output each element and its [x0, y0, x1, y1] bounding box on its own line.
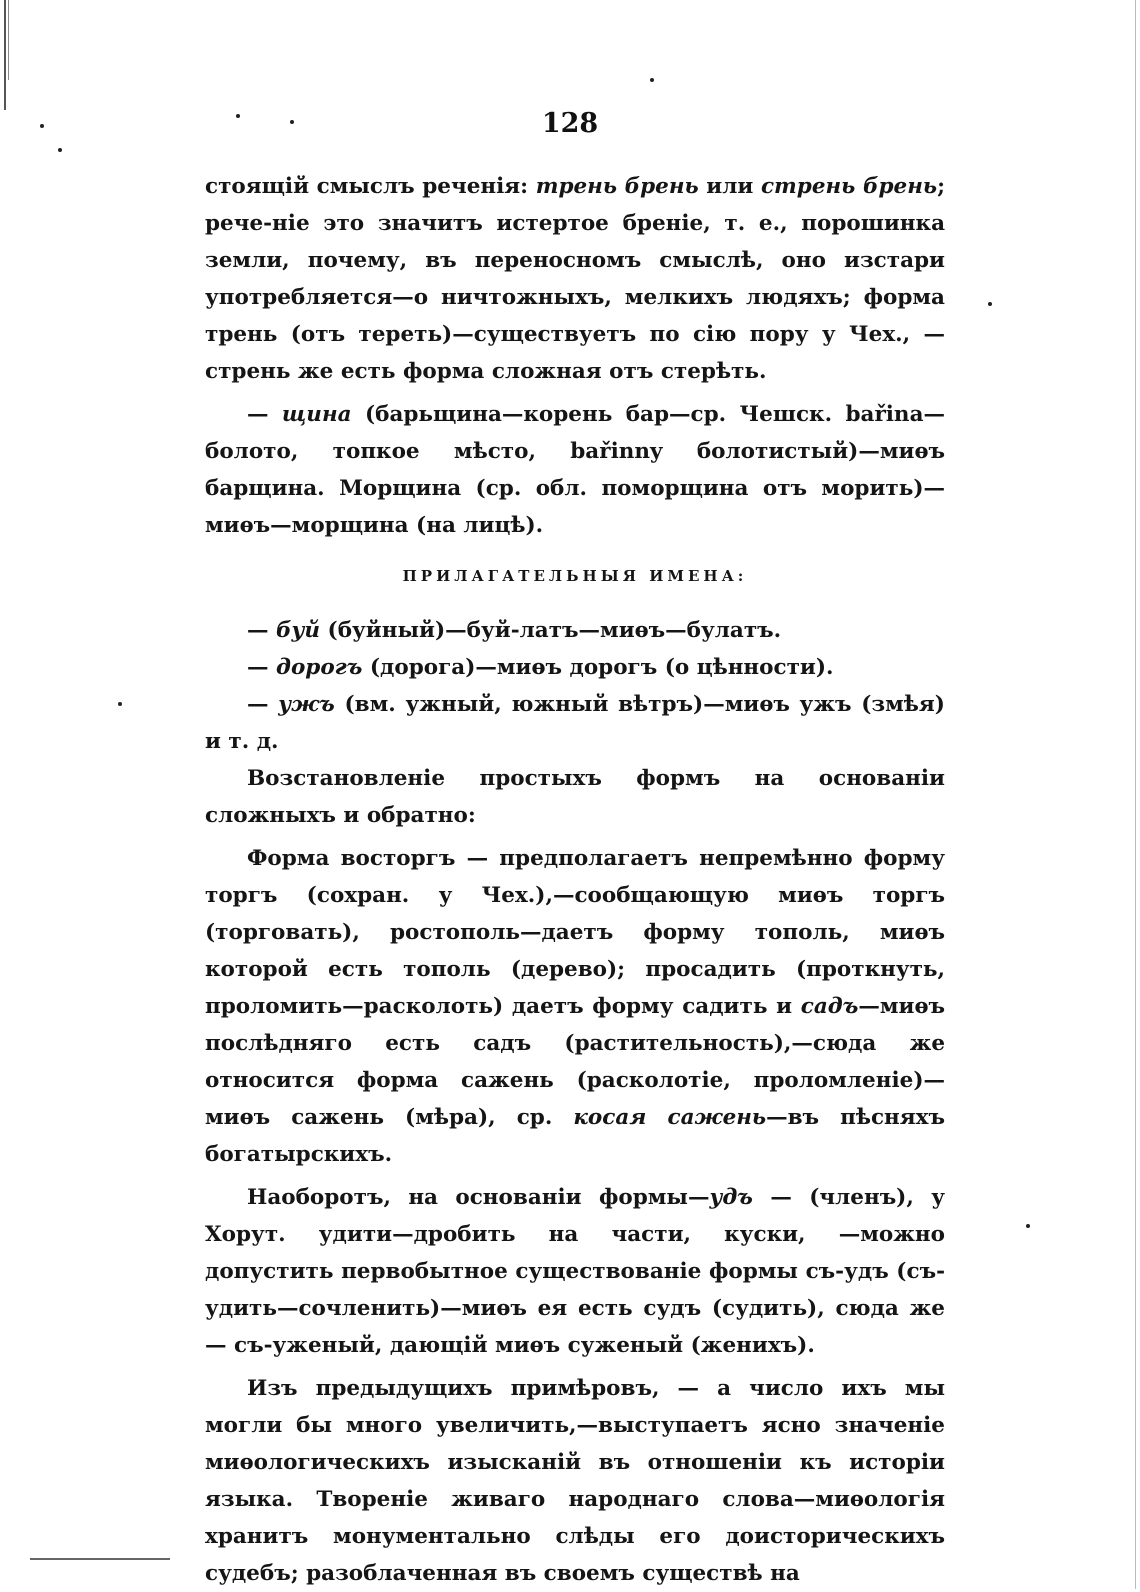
body-text: [205, 168, 945, 1592]
paragraph-1: [205, 168, 945, 390]
scan-edge-left-inner: [8, 0, 9, 80]
italic-run: удъ: [709, 1185, 753, 1210]
text-run: —миѳъ послѣдняго есть садъ (растительность),—сюда же относится форма сажень (расколотіе, проломленіе)—миѳъ сажень (мѣра), ср.: [205, 994, 945, 1130]
italic-run: буй: [276, 618, 321, 643]
text-run: —: [247, 618, 276, 643]
scan-speck: [650, 78, 654, 82]
scan-edge-right: [1135, 0, 1136, 1589]
text-run: (буйный)—буй-латъ—миѳъ—булатъ.: [320, 618, 782, 643]
example-line-1: [205, 612, 945, 649]
paragraph-2: [205, 396, 945, 544]
scan-speck: [1026, 1224, 1030, 1228]
text-run: —: [247, 655, 276, 680]
paragraph-3: Возстановленіе простыхъ формъ на основаніи сложныхъ и обратно:: [205, 766, 945, 828]
text-run: —: [247, 402, 282, 427]
text-run: (дорога)—миѳъ дорогъ (о цѣнности).: [362, 655, 834, 680]
italic-run: щина: [281, 402, 352, 427]
text-run: (вм. ужный, южный вѣтръ)—миѳъ ужъ (змѣя) и т. д.: [205, 692, 945, 754]
text-run: ; рече-ніе это значитъ истертое бреніе, т. е., порошинка земли, почему, въ переносномъ смыслѣ, оно изстари употребляется—о ничтожныхъ, мелкихъ людяхъ; форма трень (отъ тереть)—существуетъ по сію пору у Чех., — стрень же есть форма сложная отъ стерѣть.: [205, 174, 945, 384]
text-run: Наоборотъ, на основаніи формы—: [247, 1185, 710, 1210]
italic-run: косая сажень: [573, 1105, 767, 1130]
example-line-3: [205, 686, 945, 760]
scan-speck: [988, 302, 992, 306]
paragraph-6: Изъ предыдущихъ примѣровъ, — а число ихъ мы могли бы много увеличить,—выступаетъ ясно значеніе миѳологическихъ изысканій въ отношеніи къ исторіи языка. Твореніе живаго народнаго слова—миѳологія хранитъ монументально слѣды его доисторическихъ судебъ; разоблаченная въ своемъ существѣ на: [205, 1376, 945, 1586]
text-run: — (членъ), у Хорут. удити—дробить на части, куски, —можно допустить первобытное существованіе формы съ-удъ (съ-удить—сочленить)—миѳъ ея есть судъ (судить), сюда же — съ-уженый, дающій миѳъ суженый (женихъ).: [205, 1185, 945, 1358]
italic-run: трень брень: [535, 174, 699, 199]
page-number: 128: [541, 108, 599, 139]
text-run: или: [698, 174, 761, 199]
text-run: —: [247, 692, 279, 717]
section-heading: ПРИЛАГАТЕЛЬНЫЯ ИМЕНА:: [402, 567, 748, 585]
italic-run: дорогъ: [276, 655, 363, 680]
scan-speck: [118, 702, 122, 706]
italic-run: стрень брень: [760, 174, 938, 199]
italic-run: садъ: [800, 994, 859, 1019]
paragraph-5: [205, 1179, 945, 1364]
italic-run: ужъ: [278, 692, 335, 717]
example-line-2: [205, 649, 945, 686]
text-run: —въ пѣсняхъ богатырскихъ.: [205, 1105, 945, 1167]
text-run: (барьщина—корень бар—ср. Чешск. bařina—болото, топкое мѣсто, bařinny болотистый)—миѳъ барщина. Морщина (ср. обл. поморщина отъ морить)—миѳъ—морщина (на лицѣ).: [205, 402, 945, 538]
text-run: Форма восторгъ — предполагаетъ непремѣнно форму торгъ (сохран. у Чех.),—сообщающую миѳъ торгъ (торговать), ростополь—даетъ форму тополь, миѳъ которой есть тополь (дерево); просадить (проткнуть, проломить—расколоть) даетъ форму садить и: [205, 846, 945, 1019]
scan-mark-bottom: [30, 1558, 170, 1560]
scan-speck: [58, 148, 62, 152]
scan-edge-left: [4, 0, 6, 110]
paragraph-4: [205, 840, 945, 1173]
text-run: стоящій смыслъ реченія:: [205, 174, 536, 199]
